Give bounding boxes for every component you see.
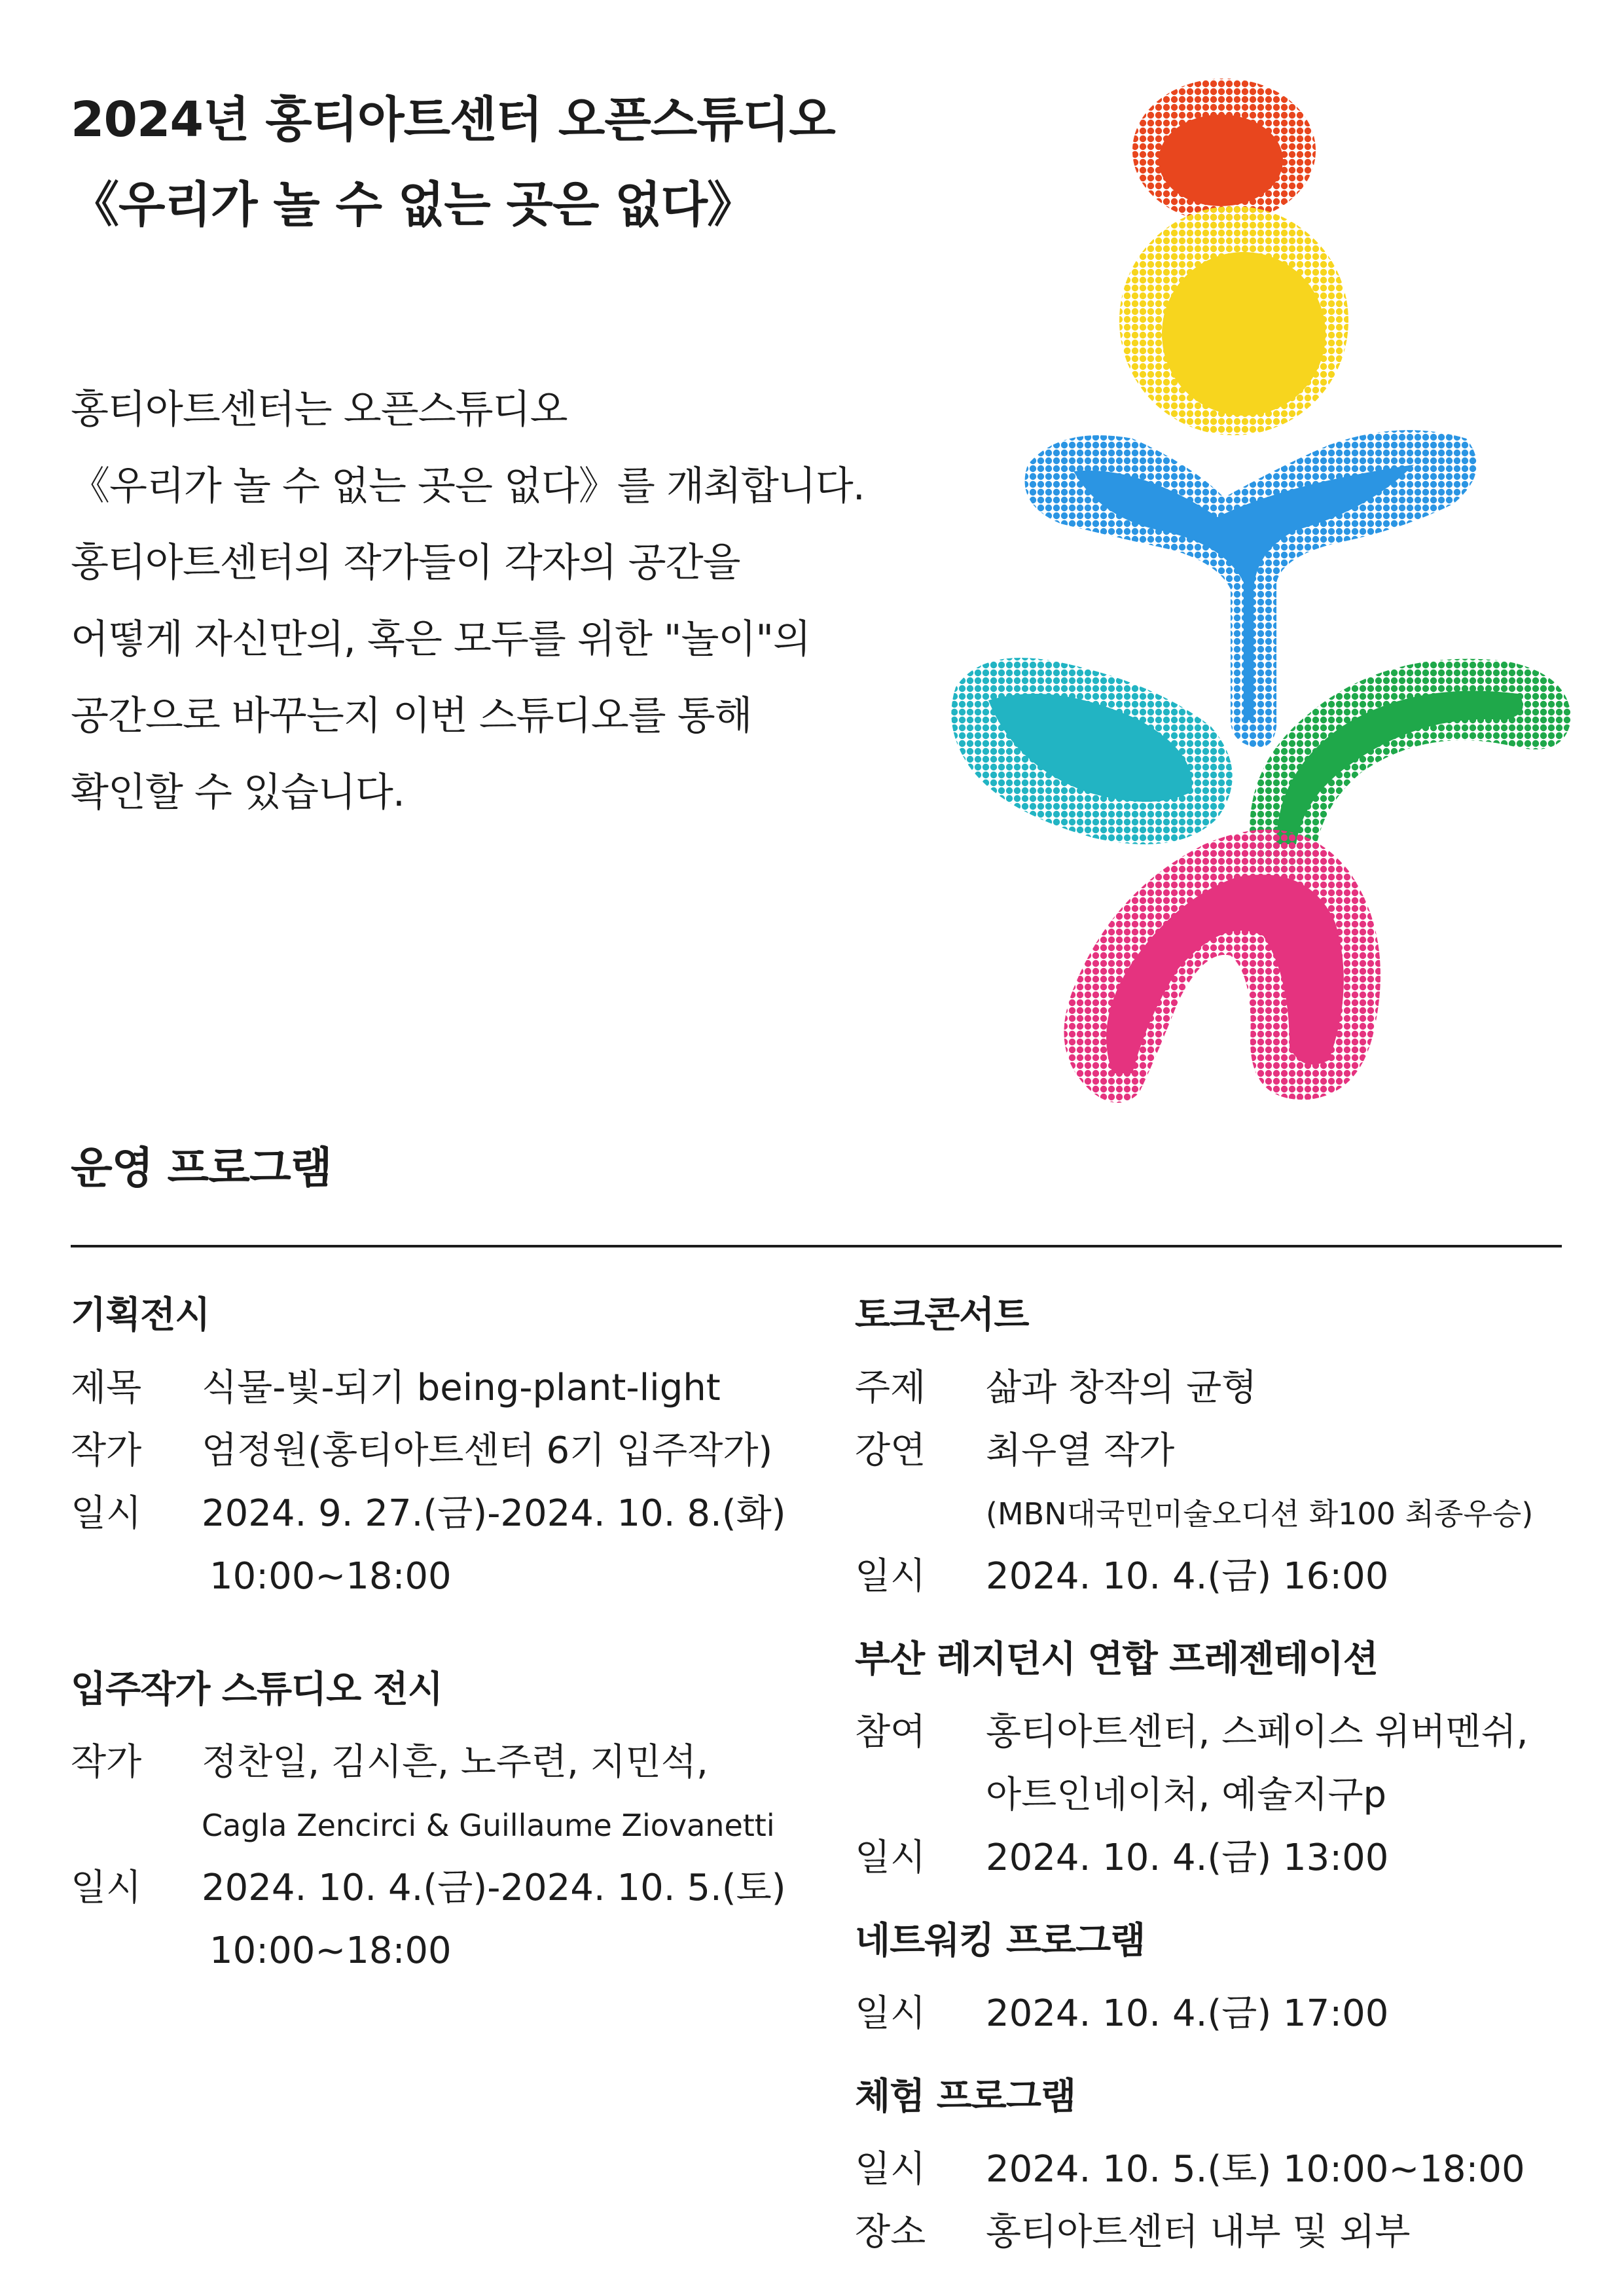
program-column-left — [71, 1293, 817, 1982]
talk-speaker-row — [855, 1420, 1588, 1482]
experience-date-row — [855, 2138, 1588, 2201]
date-value: 2024. 10. 4.(금)-2024. 10. 5.(토) — [202, 1867, 786, 1909]
halftone-figure-illustration — [943, 72, 1584, 1119]
talk-speaker-note-row — [855, 1482, 1588, 1545]
date-label: 일시 — [855, 1555, 926, 1598]
artists-kr-value: 정찬일, 김시흔, 노주련, 지민석, — [202, 1741, 708, 1784]
place-value: 홍티아트센터 내부 및 외부 — [986, 2211, 1411, 2253]
intro-line: 어떻게 자신만의, 혹은 모두를 위한 "놀이"의 — [71, 617, 810, 662]
title-line-2: 《우리가 놀 수 없는 곳은 없다》 — [71, 177, 755, 233]
place-label: 장소 — [855, 2211, 926, 2253]
busan-title: 부산 레지던시 연합 프레젠테이션 — [855, 1638, 1378, 1681]
date-label: 일시 — [71, 1867, 142, 1909]
date-value: 2024. 10. 4.(금) 17:00 — [986, 1992, 1389, 2035]
section-divider — [71, 1245, 1562, 1247]
date-value: 2024. 10. 4.(금) 13:00 — [986, 1837, 1389, 1879]
yellow-ball-core — [1162, 252, 1326, 416]
experience-block — [855, 2074, 1588, 2264]
page-title — [71, 77, 835, 247]
intro-line: 홍티아트센터의 작가들이 각자의 공간을 — [71, 540, 740, 586]
experience-title: 체험 프로그램 — [855, 2075, 1076, 2118]
exhibition-artist-row — [71, 1420, 817, 1482]
date-label: 일시 — [855, 1992, 926, 2035]
speaker-label: 강연 — [855, 1429, 926, 1472]
program-section-title: 운영 프로그램 — [71, 1143, 332, 1193]
artist-label: 작가 — [71, 1741, 142, 1784]
studio-title: 입주작가 스튜디오 전시 — [71, 1668, 442, 1711]
exhibition-time-row — [71, 1545, 817, 1608]
participants-value-2: 아트인네이처, 예술지구p — [986, 1774, 1387, 1816]
speaker-note: (MBN대국민미술오디션 화100 최종우승) — [986, 1496, 1534, 1532]
program-column-right — [855, 1293, 1588, 2264]
intro-line: 공간으로 바꾸는지 이번 스튜디오를 통해 — [71, 693, 752, 739]
studio-block — [71, 1667, 817, 1982]
exhibition-block — [71, 1293, 817, 1608]
title-line-1: 2024년 홍티아트센터 오픈스튜디오 — [71, 92, 835, 148]
talk-topic-row — [855, 1357, 1588, 1420]
participants-value-1: 홍티아트센터, 스페이스 위버멘쉬, — [986, 1711, 1528, 1753]
networking-date-row — [855, 1982, 1588, 2045]
busan-participants-row — [855, 1701, 1588, 1764]
busan-participants-row-2 — [855, 1764, 1588, 1827]
experience-place-row — [855, 2201, 1588, 2264]
intro-line: 홍티아트센터는 오픈스튜디오 — [71, 387, 568, 433]
studio-artist-row — [71, 1731, 817, 1794]
subject-value: 식물-빛-되기 being-plant-light — [202, 1367, 721, 1409]
artist-label: 작가 — [71, 1429, 142, 1472]
speaker-value: 최우열 작가 — [986, 1429, 1175, 1472]
talk-title: 토크콘서트 — [855, 1294, 1029, 1336]
time-value: 10:00~18:00 — [209, 1555, 452, 1598]
exhibition-date-row — [71, 1482, 817, 1545]
date-label: 일시 — [71, 1492, 142, 1535]
networking-title: 네트워킹 프로그램 — [855, 1920, 1146, 1962]
participants-label: 참여 — [855, 1711, 926, 1753]
intro-line: 《우리가 놀 수 없는 곳은 없다》를 개최합니다. — [71, 463, 865, 509]
networking-block — [855, 1918, 1588, 2045]
talk-date-row — [855, 1545, 1588, 1608]
studio-date-row — [71, 1857, 817, 1920]
studio-time-row — [71, 1920, 817, 1982]
intro-paragraph — [71, 372, 865, 831]
artists-en-value: Cagla Zencirci & Guillaume Ziovanetti — [202, 1808, 775, 1843]
intro-line: 확인할 수 있습니다. — [71, 770, 405, 816]
busan-block — [855, 1637, 1588, 1890]
exhibition-subject-row — [71, 1357, 817, 1420]
date-value: 2024. 9. 27.(금)-2024. 10. 8.(화) — [202, 1492, 786, 1535]
subject-label: 제목 — [71, 1367, 142, 1409]
red-ball-core — [1159, 115, 1283, 206]
date-value: 2024. 10. 5.(토) 10:00~18:00 — [986, 2148, 1525, 2191]
exhibition-title: 기획전시 — [71, 1294, 210, 1336]
date-value: 2024. 10. 4.(금) 16:00 — [986, 1555, 1389, 1598]
date-label: 일시 — [855, 1837, 926, 1879]
artist-value: 엄정원(홍티아트센터 6기 입주작가) — [202, 1429, 773, 1472]
time-value: 10:00~18:00 — [209, 1929, 452, 1972]
studio-artist-en-row — [71, 1794, 817, 1857]
topic-label: 주제 — [855, 1367, 926, 1409]
topic-value: 삶과 창작의 균형 — [986, 1367, 1257, 1409]
busan-date-row — [855, 1827, 1588, 1890]
date-label: 일시 — [855, 2148, 926, 2191]
talk-block — [855, 1293, 1588, 1608]
